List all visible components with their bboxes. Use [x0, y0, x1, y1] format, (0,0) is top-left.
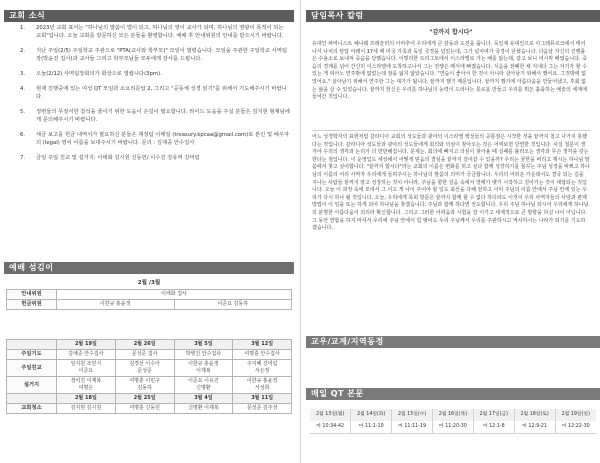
qt-table: [310, 409, 596, 434]
fellowship-line: 서은정: [254, 368, 270, 374]
fellowship-cell: [174, 360, 233, 377]
serving-schedule-table: [6, 339, 292, 414]
cleaning-row: [7, 404, 292, 414]
dish-line: 신명환: [196, 385, 211, 391]
qt-date: 2월 16일(목): [433, 409, 474, 421]
cleaning-cell: 김지현 김시원: [57, 404, 116, 414]
date-row: [7, 340, 292, 350]
prayer-cell: 박병진 안수집사: [174, 350, 233, 360]
notice-number: 6.: [20, 132, 26, 138]
cleaning-cell: 여명훈 신동민: [115, 404, 174, 414]
dish-line: 여명훈 이민구: [129, 378, 160, 384]
column-paragraph: 어느 성경학자의 표현처럼 갈라디아 교회의 성도들과 광야의 이스라엘 백성들의 공통점은 시작한 것을 끝까지 철고 나가지 못했다는 것입니다. 갈라디아 성도들과 광야의 성도들에게 회의와 의심이 찾아오는 것은 어쩌보면 당연한 것입니다. 사실 철문이 생겨야 우리의 생각과 논리가 더 반반해집니다. 문제는, 회의에 빠지고 의심이 찾아올 때 실패를 불러오는 생각과 무슨 생각을 갖는 한다는 점입니다. 이 운영입도 세상에서 어떻게 믿음의 결심을 끝까지 걸어갈 수 있을까? 우리는 꿈한을 버리고 계시는 하나님 말씀에서 찾고 싶어합니다. "끝까지 합시다"라는 교회의 이름은 변화를 하고 싶다 함께 성장하기를 꿈꾸는 주님 성경을 바쁘고 하나님의 이름의 어리 사역자 우리에게 들려주시는 하나님의 말씀의 의미가 궁금합니다. 우리의 어려운 가운데서도 결국 되는 길을 지나는 사람들 끝까지 알고 성장하는 것이 아니라, 주님을 향한 걸음 속에서 열매가 맺기 시작하고 걸어가는 것이 대답되는 것입니다. 오늘 이 과정 속에 모여서 그 이고 게 나이 주어야 할 일도 최선을 다해 전하고 이미 주님의 이름 안에서 주님 안에 있는 우리가 다시 하나 될 것입니다. 오늘, 우리에게 목회 방문은 끝까지 함께 할 수 없다 하더라도 이것이 우리 사역자들의 사랑과 관계 방법이 이 일을 또는 하게 되어 하나님을 찾겠습니다. 주님과 함께 하다면 전도합니다. 우리 주님 하나님 되시어 우리에게 하나님의 분명한 아름다움이 되리라 확신합니다. 그리고 그러한 어려움과 시험을 잘 이기고 세계적으로 큰 방향을 하실 나이 아닙니다. 그 동안 연합을 하지 마셔서 우리에 주님 안에서 힘 맺어도 우리 주님께서 우리를 주관하시고 역사하시는 나라가 되기를 기도하겠습니다.: [312, 134, 590, 232]
guide-value: 이태화 집사: [57, 290, 292, 300]
dish-label: 설거지: [7, 377, 57, 394]
dish-line: 이한규 홍윤정: [246, 378, 278, 384]
page-fold-divider: [300, 0, 301, 463]
dish-cell: [174, 377, 233, 394]
notice-text: 현재 진행중에 있는 여성 QT 모임과 소요리문답 2, 그리고 "공동체 성경 읽기"를 위해서 기도해주시기 바랍니다.: [36, 86, 287, 100]
qt-passage-row: [310, 421, 596, 434]
offering-value: 이준요 김동하: [174, 300, 292, 310]
qt-date: 2월 15일(수): [392, 409, 433, 421]
qt-date: 2월 14일(화): [351, 409, 392, 421]
date-cell: 2월 25일: [115, 394, 174, 404]
dish-line: 이준요 이유진: [188, 378, 219, 384]
offering-value: 이한규 홍윤정: [57, 300, 175, 310]
cleaning-label: 교회청소: [7, 404, 57, 414]
notice-number: 5.: [20, 109, 26, 115]
notice-text: 2023년 교회 표어는 "하나님의 말씀이 법이 되고, 하나님의 영이 교사가 되며, 하나님의 영광이 목적이 되는 교회"입니다. 오늘 교회를 방문하신 모든 분들을 환영합니다. 예배 후 안내위원의 안내를 받으시기 바랍니다.: [36, 25, 284, 39]
notice-text: 세금 보고를 헌금 내역서가 필요하신 분들은 재정팀 이메일 (treasury.kpcaa@gmail.com)로 본인 및 배우자의 (legal) 영어 이름을 보내주시기 바랍니다. 문의 : 김재중 안수집사: [36, 132, 290, 146]
notice-number: 1.: [20, 25, 26, 31]
date-cell: 3월 11일: [233, 394, 292, 404]
qt-passage: 마 12:1-8: [473, 421, 514, 434]
offering-row: [7, 300, 292, 310]
qt-passage: 마 10:34-42: [310, 421, 351, 434]
notice-number: 7.: [20, 155, 26, 161]
notice-text: 오늘(2/12) 사역팀장회의가 화상으로 열립니다(3pm).: [36, 71, 162, 77]
notice-number: 3.: [20, 71, 26, 77]
notice-number: 2.: [20, 48, 26, 54]
fellowship-cell: [57, 360, 116, 377]
notice-item: [18, 85, 290, 101]
prayer-cell: 김예준 안수집사: [57, 350, 116, 360]
fellowship-line: 이한규 홍윤정: [188, 361, 219, 367]
notice-number: 4.: [20, 86, 26, 92]
cleaning-cell: 문성준 김주성: [233, 404, 292, 414]
dish-row: [7, 377, 292, 394]
dish-cell: [115, 377, 174, 394]
notice-list: [18, 24, 290, 169]
qt-date: 2월 19일(일): [555, 409, 596, 421]
cleaning-cell: 신명환 이제복: [174, 404, 233, 414]
qt-passage: 마 11:20-30: [433, 421, 474, 434]
column-paragraph: 유대인 파머니스트 헤나웨 프레슬러의 아마추어 우리에게 큰 감동과 도전을 줍니다. 독일계 유대인으로 아그레뮤르크에서 태어나서 나치의 탄압 아래서 17세 때 미국 가족과 독일 국경을 넘었는데, 그가 넘치며가 국경이 닫혔습니다. 다음날 자신의 진행률은 수용소로 보내져 죽음을 당했습니다. 이렇리한 트리그토에서 이스라엘로 가는 배를 탔는데, 같고 보니 여시막 배였습니다. 죽음의 경계를 넘어 간신히 이스라엘에 도착하고나서 그는 전쟁은 떼식에 빠졌습니다. 식음을 전폐한 채 지내다 그는 자기가 할 수 있는 게 피아노 연주밖에 없었는데 잠을 잃지 않았습니다. "연습이 좋아서 한 것이 아니라 살아남기 위해서 했어요. 그것밖에 없었어요." 살아남기 위해서 연주한 그는 대가가 됩니다. 끝까지 했기 때문입니다. 끝까지 했기에 아름다움을 만들어냈고, 후회 없는 삶을 살 수 있었습니다. 끝까지 헌신은 우리를 하나님의 능력이 드러나는 통로를 만들고 우리를 뭐든 훌륭하는 예술의 세계에 들어간 것입니다.: [312, 41, 587, 101]
offering-label: 헌금위원: [7, 300, 57, 310]
prayer-cell: 여명훈 안수집사: [233, 350, 292, 360]
schedule-header: 예배 섬김이: [4, 262, 294, 274]
missions-header: 교우/교계/지역동정: [306, 336, 600, 348]
dish-line: 정여진 이제복: [70, 378, 102, 384]
notice-text: 정변들의 무질서한 참석을 줄이기 위한 도움이 손길이 필요합니다. 라이드 도움을 주실 분들은 김지현 형제님에게 문의해주시기 바랍니다.: [36, 109, 290, 123]
notice-item: [18, 131, 290, 147]
guide-row: [7, 290, 292, 300]
notice-item: [18, 24, 290, 40]
prayer-cell: 문성준 집사: [115, 350, 174, 360]
fellowship-cell: [233, 360, 292, 377]
qt-date: 2월 17일(금): [473, 409, 514, 421]
qt-date: 2월 18일(토): [514, 409, 555, 421]
notice-item: [18, 47, 290, 63]
dish-line: 여명은: [78, 385, 94, 391]
dish-line: 서성희: [254, 385, 270, 391]
notice-text: 금일 주일 친교 및 설거지: 이태화 김시원 신동민/ 이수진 강유역 강미림: [36, 155, 200, 161]
fellowship-line: 주지혜 강미림: [246, 361, 278, 367]
qt-passage: 마 11:1-10: [351, 421, 392, 434]
qt-date-row: [310, 409, 596, 421]
prayer-label: 주일기도: [7, 350, 57, 360]
fellowship-line: 이준요: [78, 368, 94, 374]
prayer-row: [7, 350, 292, 360]
date-cell: 2월 18일: [57, 394, 116, 404]
corner-cell: [7, 394, 57, 404]
corner-cell: [7, 340, 57, 350]
dish-cell: [57, 377, 116, 394]
qt-header: 매일 QT 본문: [306, 388, 600, 400]
fellowship-row: [7, 360, 292, 377]
fellowship-label: 주일친교: [7, 360, 57, 377]
date-row-2: [7, 394, 292, 404]
fellowship-line: 임지원 조민식: [70, 361, 102, 367]
date-cell: 2월 26일: [115, 340, 174, 350]
date-cell: 3월 5일: [174, 340, 233, 350]
notice-item: [18, 154, 290, 162]
notices-header: 교회 소식: [4, 10, 294, 22]
notice-item: [18, 70, 290, 78]
date-cell: 3월 4일: [174, 394, 233, 404]
fellowship-line: 김경선 이수아: [129, 361, 160, 367]
qt-passage: 마 12:9-21: [514, 421, 555, 434]
qt-passage: 마 12:22-30: [555, 421, 596, 434]
fellowship-cell: [115, 360, 174, 377]
date-cell: 3월 12일: [233, 340, 292, 350]
guide-offering-table: [6, 289, 292, 310]
notice-item: [18, 108, 290, 124]
qt-date: 2월 13일(월): [310, 409, 351, 421]
paragraph-divider: [312, 130, 590, 131]
qt-passage: 마 11:11-19: [392, 421, 433, 434]
fellowship-line: 문성준: [137, 368, 152, 374]
pastor-column-header: 담임목사 칼럼: [306, 10, 600, 22]
dish-line: 김동하: [137, 385, 152, 391]
date-cell: 2월 19일: [57, 340, 116, 350]
dish-cell: [233, 377, 292, 394]
guide-label: 안내위원: [7, 290, 57, 300]
notice-text: 지난 주일(2/5) 주일학교 주관으로 "PTA(교사와 학부모)" 모임이 열렸습니다. 모임을 주관한 주일학교 사역팀장(박윤진 집사)과 교사들 그리고 학부모님들 모두에게 감사를 드립니다.: [36, 48, 288, 62]
column-title: "감까지 합시다": [429, 29, 473, 36]
schedule-top-date: 2월 /3월: [137, 280, 161, 286]
fellowship-line: 이제복: [196, 368, 211, 374]
